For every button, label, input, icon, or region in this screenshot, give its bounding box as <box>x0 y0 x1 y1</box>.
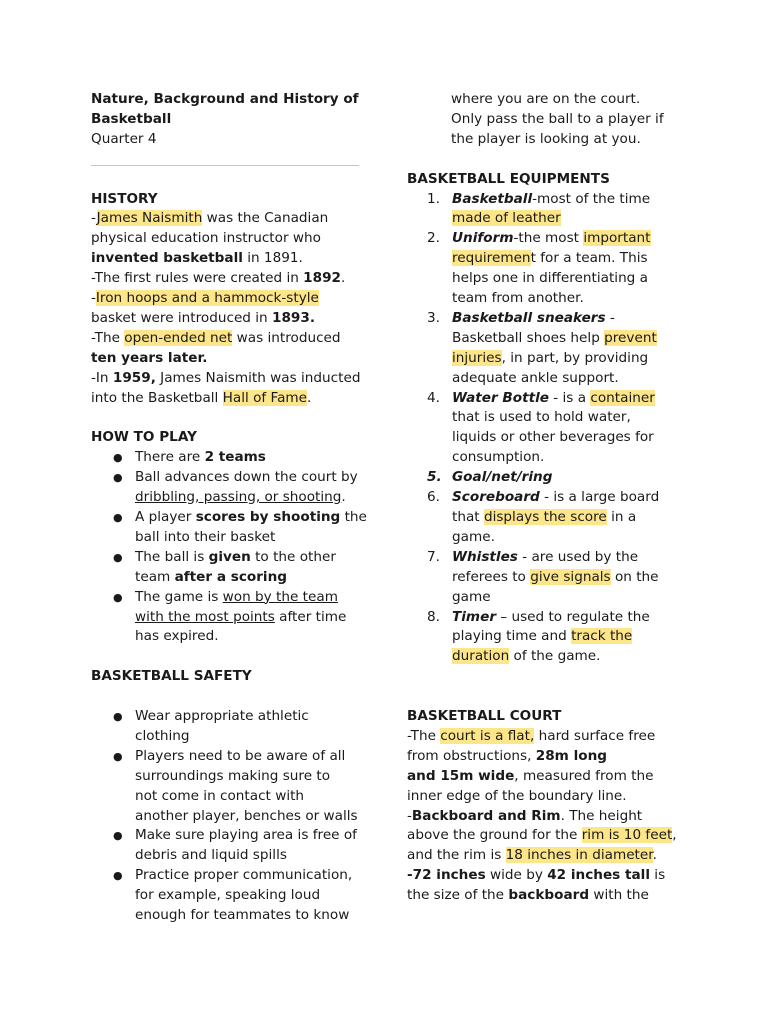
safety-heading: BASKETBALL SAFETY <box>91 668 252 685</box>
history-line: -In 1959, James Naismith was inducted <box>91 369 361 386</box>
title-divider <box>91 165 359 166</box>
document-title-line2: Basketball <box>91 110 172 127</box>
history-line: basket were introduced in 1893. <box>91 309 315 326</box>
court-line: above the ground for the rim is 10 feet, <box>407 827 677 844</box>
history-line: into the Basketball Hall of Fame. <box>91 389 312 406</box>
court-line: and the rim is 18 inches in diameter. <box>407 847 657 864</box>
court-heading: BASKETBALL COURT <box>407 708 562 725</box>
document-title: Nature, Background and History of <box>91 91 359 107</box>
list-item: ● Practice proper communication, for example, speaking loud enough for teammates to know <box>113 867 353 924</box>
list-item: 6. Scoreboard - is a large board that displays the score in a game. <box>427 489 660 545</box>
list-item: ● Wear appropriate athletic clothing <box>113 708 309 744</box>
list-item: ● A player scores by shooting the ball into their basket <box>113 508 367 545</box>
list-item: 4. Water Bottle - is a container that is used to hold water, liquids or other beverages for consumption. <box>427 389 655 466</box>
history-line: -The open-ended net was introduced <box>91 329 341 346</box>
list-item: 3. Basketball sneakers - Basketball shoes help prevent injuries, in part, by providing adequate ankle support. <box>427 309 657 386</box>
history-line: -James Naismith was the Canadian <box>91 210 329 227</box>
court-line: and 15m wide, measured from the <box>407 767 654 784</box>
history-line: -The first rules were created in 1892. <box>91 270 346 287</box>
left-column <box>91 90 366 926</box>
list-item: 7. Whistles - are used by the referees to give signals on the game <box>427 548 659 605</box>
list-item: ● The ball is given to the other team after a scoring <box>113 548 336 585</box>
history-line: physical education instructor who <box>91 230 321 247</box>
right-column <box>407 90 682 906</box>
list-item: ● There are 2 teams <box>113 449 266 466</box>
list-item: 2. Uniform-the most important requirement for a team. This helps one in differentiating a team from another. <box>427 230 651 307</box>
history-line: ten years later. <box>91 349 208 366</box>
document-subtitle: Quarter 4 <box>91 130 157 147</box>
history-line: invented basketball in 1891. <box>91 250 303 267</box>
court-line: the size of the backboard with the <box>407 887 649 904</box>
list-item: 5. Goal/net/ring <box>427 469 553 486</box>
safety-continuation: where you are on the court. Only pass the ball to a player if the player is looking at you. <box>451 91 664 147</box>
court-line: -The court is a flat, hard surface free <box>407 727 656 744</box>
list-item: 1. Basketball-most of the time made of leather <box>427 190 651 227</box>
list-item: ● Make sure playing area is free of debris and liquid spills <box>113 827 357 864</box>
list-item: ● The game is won by the team with the most points after time has expired. <box>113 588 347 645</box>
list-item: ● Players need to be aware of all surroundings making sure to not come in contact with another player, benches or walls <box>113 747 358 824</box>
court-line: from obstructions, 28m long <box>407 747 607 764</box>
list-item: ● Ball advances down the court by dribbling, passing, or shooting. <box>113 469 358 506</box>
court-line: -72 inches wide by 42 inches tall is <box>407 867 666 884</box>
history-heading: HISTORY <box>91 190 158 207</box>
court-line: -Backboard and Rim. The height <box>407 807 643 824</box>
equipment-heading: BASKETBALL EQUIPMENTS <box>407 170 610 187</box>
court-line: inner edge of the boundary line. <box>407 787 627 804</box>
history-line: -Iron hoops and a hammock-style <box>91 290 319 307</box>
how-to-play-heading: HOW TO PLAY <box>91 429 197 446</box>
list-item: 8. Timer – used to regulate the playing time and track the duration of the game. <box>427 608 650 665</box>
